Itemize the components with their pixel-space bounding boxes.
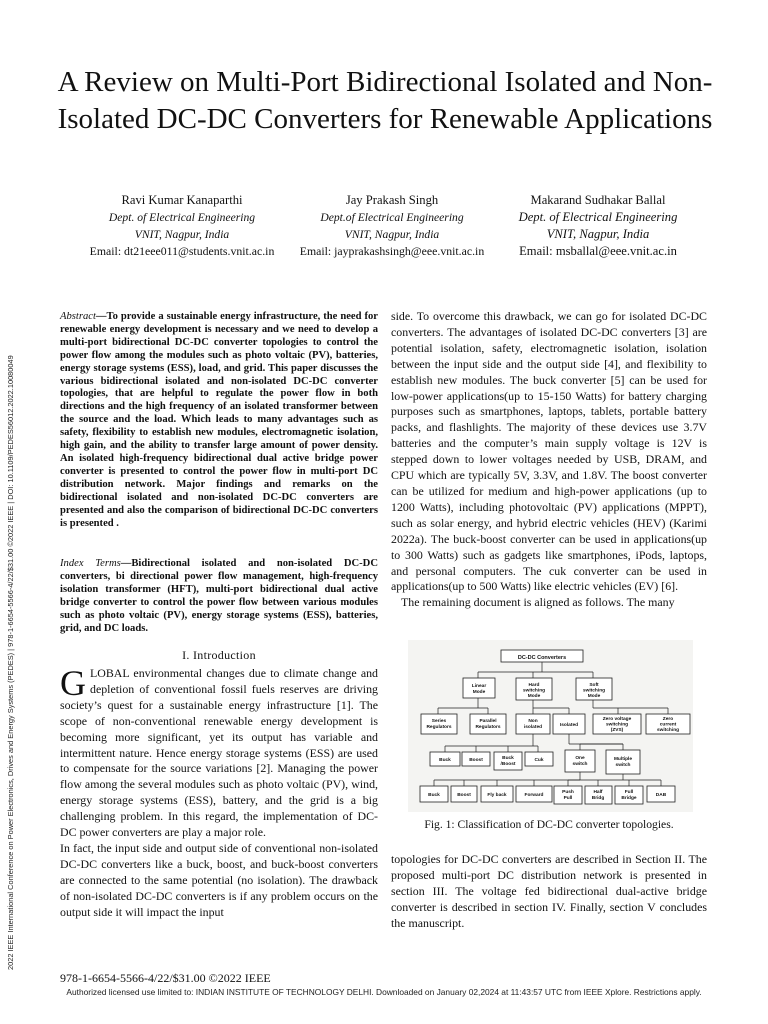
node-linear-mode: Linear Mode bbox=[471, 684, 487, 695]
author-dept: Dept. of Electrical Engineering bbox=[518, 210, 678, 224]
abstract-label: Abstract bbox=[60, 311, 96, 322]
node-buck-2: Buck bbox=[428, 793, 440, 798]
intro-paragraph-1-text: LOBAL environmental changes due to climate change and depletion of conventional fossil fuels reserves are driving society’s quest for a sustainable energy infrastructure [1]. The scope of non-conventional renewable energy development is becoming more significant, yet its output has variable and intermittent nature. Hence energy storage systems (ESS) are used to compensate for the source variations [2]. Managing the power flow among the several modules such as photo voltaic (PV), wind, energy storage systems (ESS), battery, and the grid is a big challenging problem. In this regard, the implementation of DC-DC power converters are play a major role. bbox=[60, 666, 378, 840]
doi-sidebar-text: 2022 IEEE International Conference on Power Electronics, Drives and Energy Systems (PEDES) | 978-1-6654-5566-4/22/$31.00 ©2022 IEEE | DOI: 10.1109/PEDES56012.2022.10080049 bbox=[6, 355, 15, 970]
intro-paragraph-2: In fact, the input side and output side of conventional non-isolated DC-DC converters like a buck, boost, and buck-boost converters are connected to the same potential (no isolation). The drawback of non-isolated DC-DC converters is if any problem occurs on the output side it will impact the input bbox=[60, 840, 378, 919]
paper-title: A Review on Multi-Port Bidirectional Isolated and Non-Isolated DC-DC Converters for Renewable Applications bbox=[57, 66, 713, 135]
author-dept: Dept. of Electrical Engineering bbox=[108, 211, 256, 224]
doi-sidebar bbox=[8, 180, 22, 970]
node-buck: Buck bbox=[439, 758, 451, 763]
node-isolated: Isolated bbox=[559, 723, 579, 728]
footer-isbn: 978-1-6654-5566-4/22/$31.00 ©2022 IEEE bbox=[60, 971, 271, 985]
index-terms-label: Index Terms bbox=[60, 558, 121, 569]
abstract bbox=[60, 311, 378, 530]
author-email: Email: msballal@eee.vnit.ac.in bbox=[519, 244, 677, 258]
right-column-top bbox=[391, 309, 707, 611]
abstract-text: —To provide a sustainable energy infrastructure, the need for renewable energy development is necessary and we need to develop a multi-port bidirectional DC-DC converter topologies to control the power flow among the modules such as photo voltaic (PV), batteries, energy storage systems (ESS), load, and grid. This paper discusses the various bidirectional isolated and non-isolated DC-DC converter topologies, that are helpful to regulate the power flow in both directions and the high frequency of an isolated transformer between the source and the load. Which leads to many advantages such as safety, flexibility to establish new modules, electromagnetic isolation, high gain, and the ability to transfer large amount of power density. An isolated high-frequency bidirectional dual active bridge power converter is presented to control the power flow in multi-port DC distribution network. Major findings and remarks on the bidirectional isolated and non-isolated DC-DC converters are presented and also the comparison of bidirectional DC-DC converters is presented . bbox=[60, 311, 378, 529]
node-hard-switching: Hard switching Mode bbox=[522, 683, 546, 699]
node-soft-switching: Soft switching Mode bbox=[582, 683, 606, 699]
author-institution: VNIT, Nagpur, India bbox=[546, 227, 650, 241]
node-parallel-regulators: Parallel Regulators bbox=[475, 719, 501, 730]
node-root: DC-DC Converters bbox=[517, 655, 567, 661]
intro-paragraph-1 bbox=[60, 663, 378, 841]
node-zcs: Zero current switching bbox=[656, 717, 680, 733]
node-full-bridge: Full Bridge bbox=[621, 790, 637, 801]
author-block-1 bbox=[62, 192, 302, 260]
introduction-body bbox=[60, 663, 378, 921]
node-zvs: Zero voltage switching (ZVS) bbox=[602, 717, 632, 733]
node-one-switch: One switch bbox=[572, 756, 588, 767]
node-boost-2: Boost bbox=[457, 793, 471, 798]
node-boost: Boost bbox=[469, 758, 483, 763]
author-name: Ravi Kumar Kanaparthi bbox=[121, 193, 243, 207]
right-paragraph-1: side. To overcome this drawback, we can go for isolated DC-DC converters. The advantages of isolated DC-DC converters [3] are potential isolation, safety, electromagnetic isolation, isolation between the input side and the output side [4], and flexibility to establish new modules. The buck converter [5] can be used for low-power applications(up to 15-150 Watts) for battery charging purposes such as smartphones, laptops, tablets, portable battery packs, and flashlights. The majority of these devices use 3.7V batteries and the computer’s main supply voltage is 12V is stepped down to lower voltages needed by USB, DRAM, and CPU which are typically 5V, 3.3V, and 1.8V. The boost converter can be utilized for medium and high-power applications (up to 1200 Watts), including photovoltaic (PV) applications (MPPT), such as solar energy, and hybrid electric vehicles (HEV) (Karimi 2022a). The buck-boost converter can be used in applications(up to 300 Watts) such as gadgets like smartphones, iPods, laptops, and personal computers. The cuk converter can be used in applications(up to 500 Watts) like electric vehicles (EV) [6]. bbox=[391, 309, 707, 594]
node-non-isolated: Non isolated bbox=[523, 719, 543, 730]
author-dept: Dept.of Electrical Engineering bbox=[320, 211, 464, 224]
node-half-bridge: Half Bridg bbox=[591, 790, 605, 801]
author-name: Jay Prakash Singh bbox=[345, 193, 439, 207]
right-paragraph-2: The remaining document is aligned as follows. The many bbox=[401, 595, 675, 610]
node-cuk: Cuk bbox=[534, 758, 544, 763]
node-multiple-switch: Multiple switch bbox=[613, 757, 633, 768]
node-push-pull: Push Pull bbox=[562, 790, 574, 801]
drop-cap: G bbox=[60, 663, 86, 703]
node-forward: Forward bbox=[524, 793, 544, 798]
author-institution: VNIT, Nagpur, India bbox=[344, 228, 440, 241]
author-email: Email: jayprakashsingh@eee.vnit.ac.in bbox=[299, 244, 485, 258]
node-dab: DAB bbox=[655, 793, 667, 798]
author-email: Email: dt21eee011@students.vnit.ac.in bbox=[89, 244, 275, 258]
node-series-regulators: Series Regulators bbox=[426, 719, 452, 730]
figure-caption: Fig. 1: Classification of DC-DC converter topologies. bbox=[424, 818, 674, 831]
node-fly-back: Fly back bbox=[487, 793, 507, 798]
right-column-bottom bbox=[391, 852, 707, 932]
node-buck-boost: Buck /Boost bbox=[500, 756, 516, 767]
figure-classification-diagram bbox=[408, 640, 693, 812]
author-block-3 bbox=[500, 192, 696, 260]
footer-license: Authorized licensed use limited to: INDIAN INSTITUTE OF TECHNOLOGY DELHI. Downloaded on January 02,2024 at 11:43:57 UTC from IEEE Xplore. Restrictions apply. bbox=[66, 987, 702, 997]
classification-tree bbox=[408, 640, 693, 812]
author-block-2 bbox=[285, 192, 499, 260]
right-paragraph-3: topologies for DC-DC converters are described in Section II. The proposed multi-port DC distribution network is presented in section III. The voltage fed bidirectional dual-active bridge converter is described in section IV. Finally, section V concludes the manuscript. bbox=[391, 852, 707, 930]
index-terms-text: —Bidirectional isolated and non-isolated DC-DC converters, bi directional power flow management, high-frequency isolation transformer (HFT), multi-port bidirectional dual active bridge converter to control the power flow between various modules such as photo voltaic (PV), energy storage systems (ESS), batteries, grid, and DC loads. bbox=[60, 558, 378, 634]
author-institution: VNIT, Nagpur, India bbox=[134, 228, 230, 241]
author-name: Makarand Sudhakar Ballal bbox=[530, 193, 666, 207]
index-terms bbox=[60, 558, 378, 635]
section-heading-introduction: I. Introduction bbox=[182, 648, 256, 662]
